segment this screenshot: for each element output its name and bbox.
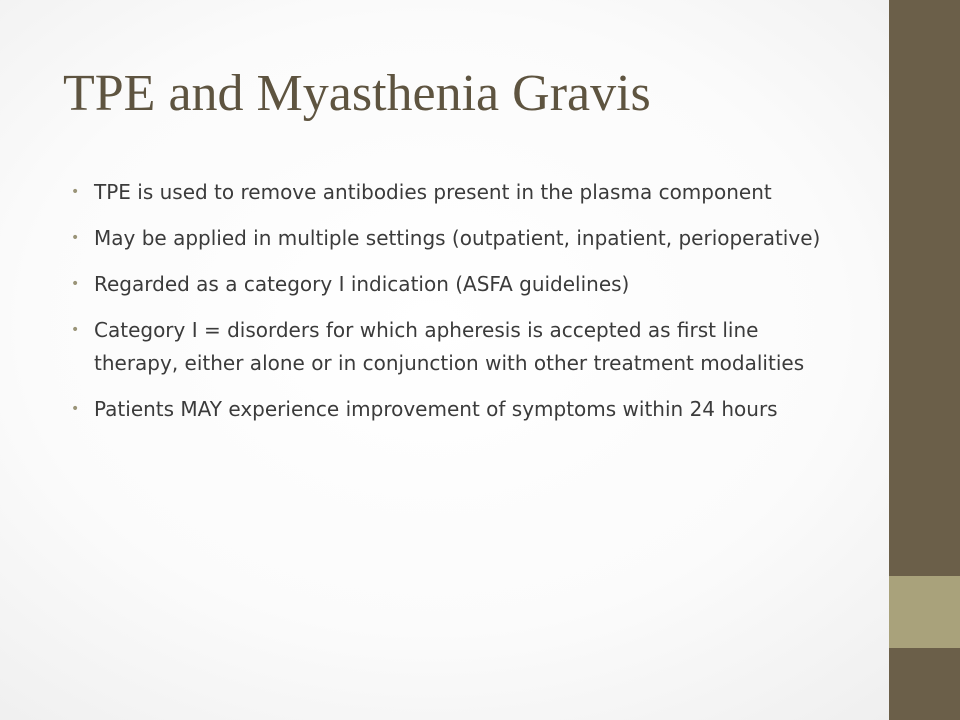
bullet-icon: • <box>71 276 80 292</box>
bullet-item <box>71 268 841 301</box>
bullet-text: TPE is used to remove antibodies present in the plasma component <box>94 180 772 204</box>
bullet-text: Patients MAY experience improvement of symptoms within 24 hours <box>94 397 778 421</box>
bullet-item <box>71 393 841 426</box>
bullet-list <box>71 176 841 439</box>
bullet-icon: • <box>71 184 80 200</box>
bullet-text: May be applied in multiple settings (outpatient, inpatient, perioperative) <box>94 226 821 250</box>
bullet-icon: • <box>71 322 80 338</box>
slide-title: TPE and Myasthenia Gravis <box>63 65 651 122</box>
side-band-dark-segment-bottom <box>889 648 960 720</box>
bullet-icon: • <box>71 401 80 417</box>
bullet-item <box>71 222 841 255</box>
bullet-icon: • <box>71 230 80 246</box>
bullet-item <box>71 314 841 380</box>
decorative-side-band <box>889 0 960 720</box>
side-band-light-segment <box>889 576 960 648</box>
side-band-dark-segment <box>889 0 960 576</box>
bullet-text: Category I = disorders for which apheresis is accepted as first line therapy, either alone or in conjunction with other treatment modalities <box>94 318 805 375</box>
bullet-text: Regarded as a category I indication (ASFA guidelines) <box>94 272 630 296</box>
bullet-item <box>71 176 841 209</box>
